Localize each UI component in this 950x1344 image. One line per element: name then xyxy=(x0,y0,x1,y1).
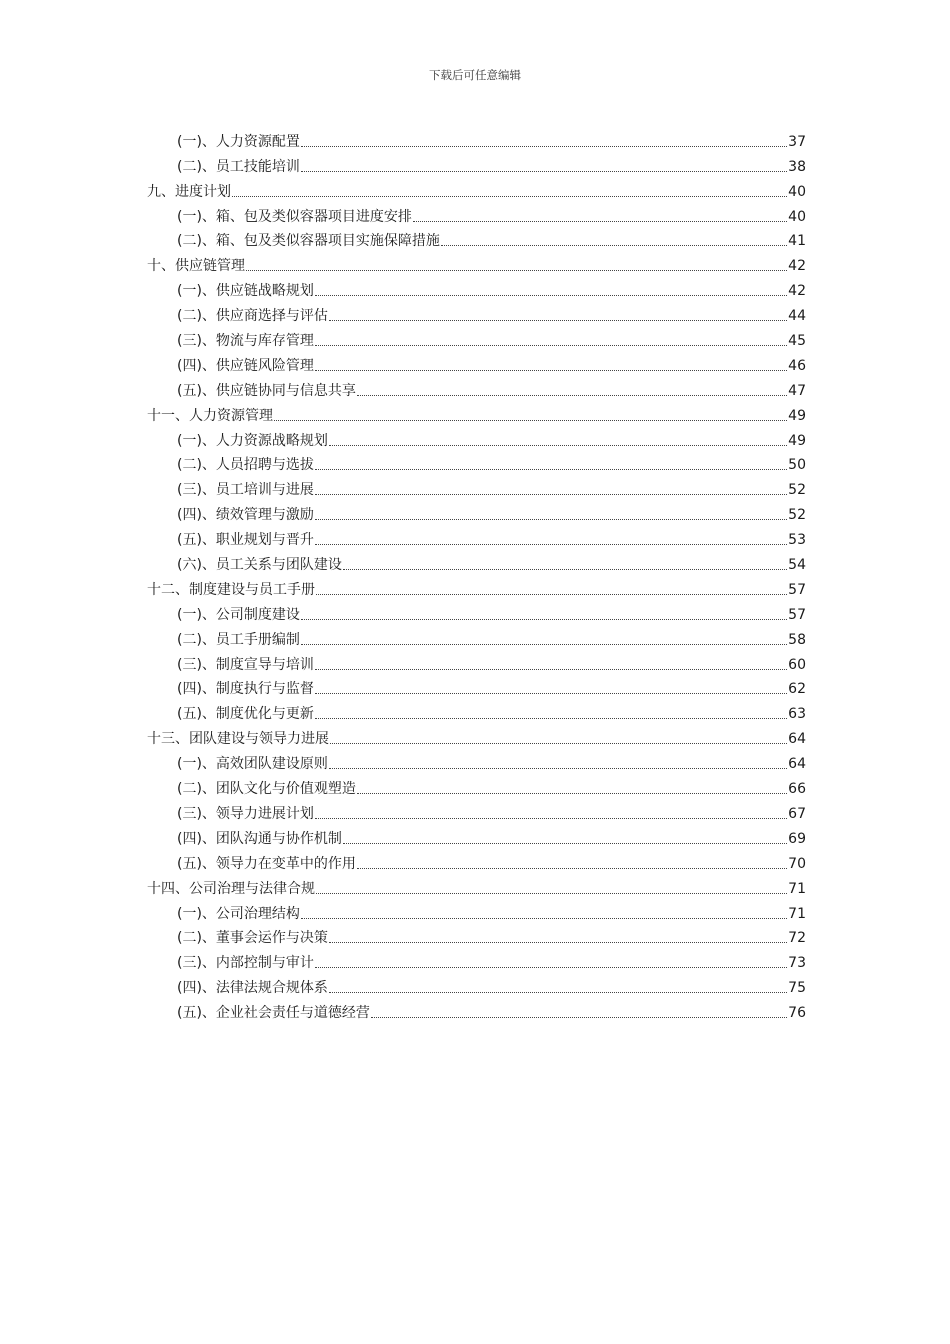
toc-dot-leader xyxy=(330,743,787,744)
toc-dot-leader xyxy=(301,146,787,147)
toc-page-number: 40 xyxy=(788,208,806,225)
toc-page-number: 49 xyxy=(788,407,806,424)
page-header: 下载后可任意编辑 xyxy=(429,68,521,82)
toc-entry-title: (一)、人力资源战略规划 xyxy=(177,432,328,449)
toc-entry[interactable] xyxy=(147,300,806,325)
toc-entry-title: (二)、团队文化与价值观塑造 xyxy=(177,781,356,798)
toc-entry-title: (五)、领导力在变革中的作用 xyxy=(177,855,356,872)
toc-entry-title: 十四、公司治理与法律合规 xyxy=(147,880,315,897)
toc-entry-title: (四)、法律法规合规体系 xyxy=(177,980,328,997)
toc-dot-leader xyxy=(441,245,787,246)
toc-dot-leader xyxy=(301,171,787,172)
toc-dot-leader xyxy=(232,196,787,197)
toc-entry[interactable] xyxy=(147,898,806,923)
toc-entry[interactable] xyxy=(147,474,806,499)
toc-entry-title: 十二、制度建设与员工手册 xyxy=(147,581,315,598)
toc-page-number: 57 xyxy=(788,581,806,598)
toc-entry-title: 十、供应链管理 xyxy=(147,258,245,275)
toc-entry[interactable] xyxy=(147,524,806,549)
toc-dot-leader xyxy=(315,818,787,819)
toc-dot-leader xyxy=(301,644,787,645)
toc-page-number: 72 xyxy=(788,930,806,947)
toc-dot-leader xyxy=(343,569,787,570)
toc-entry[interactable] xyxy=(147,674,806,699)
toc-dot-leader xyxy=(343,843,787,844)
toc-dot-leader xyxy=(316,594,787,595)
toc-page-number: 63 xyxy=(788,706,806,723)
toc-dot-leader xyxy=(315,693,787,694)
toc-entry-title: (三)、物流与库存管理 xyxy=(177,333,314,350)
toc-dot-leader xyxy=(329,320,787,321)
toc-page-number: 62 xyxy=(788,681,806,698)
toc-page-number: 46 xyxy=(788,357,806,374)
toc-entry-title: (一)、公司制度建设 xyxy=(177,606,300,623)
toc-entry[interactable] xyxy=(147,400,806,425)
toc-entry-title: (一)、高效团队建设原则 xyxy=(177,756,328,773)
toc-entry[interactable] xyxy=(147,823,806,848)
toc-dot-leader xyxy=(357,395,787,396)
toc-entry-title: (二)、人员招聘与选拔 xyxy=(177,457,314,474)
toc-entry[interactable] xyxy=(147,126,806,151)
toc-page-number: 71 xyxy=(788,880,806,897)
toc-entry[interactable] xyxy=(147,923,806,948)
toc-entry-title: (五)、职业规划与晋升 xyxy=(177,532,314,549)
toc-dot-leader xyxy=(329,768,787,769)
toc-entry[interactable] xyxy=(147,649,806,674)
toc-page-number: 57 xyxy=(788,606,806,623)
toc-entry-title: 十一、人力资源管理 xyxy=(147,407,273,424)
toc-entry-title: (五)、供应链协同与信息共享 xyxy=(177,382,356,399)
toc-entry-title: (四)、绩效管理与激励 xyxy=(177,507,314,524)
toc-entry-title: 十三、团队建设与领导力进展 xyxy=(147,731,329,748)
table-of-contents xyxy=(147,126,806,1022)
toc-page-number: 44 xyxy=(788,308,806,325)
toc-entry-title: (二)、箱、包及类似容器项目实施保障措施 xyxy=(177,233,440,250)
toc-dot-leader xyxy=(329,445,787,446)
toc-entry[interactable] xyxy=(147,151,806,176)
toc-entry-title: (五)、企业社会责任与道德经营 xyxy=(177,1005,370,1022)
toc-dot-leader xyxy=(301,918,787,919)
toc-dot-leader xyxy=(413,221,787,222)
toc-page-number: 41 xyxy=(788,233,806,250)
toc-dot-leader xyxy=(315,370,787,371)
toc-page-number: 64 xyxy=(788,756,806,773)
toc-page-number: 50 xyxy=(788,457,806,474)
toc-page-number: 47 xyxy=(788,382,806,399)
toc-entry-title: (五)、制度优化与更新 xyxy=(177,706,314,723)
toc-entry[interactable] xyxy=(147,201,806,226)
toc-dot-leader xyxy=(274,420,787,421)
toc-entry[interactable] xyxy=(147,773,806,798)
toc-entry[interactable] xyxy=(147,873,806,898)
toc-dot-leader xyxy=(315,519,787,520)
toc-entry[interactable] xyxy=(147,624,806,649)
toc-page-number: 54 xyxy=(788,557,806,574)
toc-page-number: 75 xyxy=(788,980,806,997)
toc-dot-leader xyxy=(315,345,787,346)
toc-entry-title: (三)、内部控制与审计 xyxy=(177,955,314,972)
toc-entry[interactable] xyxy=(147,798,806,823)
toc-dot-leader xyxy=(246,270,787,271)
toc-entry-title: 九、进度计划 xyxy=(147,183,231,200)
toc-dot-leader xyxy=(329,942,787,943)
toc-dot-leader xyxy=(315,669,787,670)
toc-entry-title: (一)、箱、包及类似容器项目进度安排 xyxy=(177,208,412,225)
toc-entry[interactable] xyxy=(147,997,806,1022)
toc-entry-title: (三)、制度宣导与培训 xyxy=(177,656,314,673)
toc-entry-title: (二)、董事会运作与决策 xyxy=(177,930,328,947)
toc-entry[interactable] xyxy=(147,748,806,773)
toc-entry-title: (二)、员工技能培训 xyxy=(177,158,300,175)
toc-entry[interactable] xyxy=(147,698,806,723)
toc-entry[interactable] xyxy=(147,226,806,251)
toc-entry[interactable] xyxy=(147,599,806,624)
toc-page-number: 42 xyxy=(788,283,806,300)
toc-entry-title: (四)、供应链风险管理 xyxy=(177,357,314,374)
toc-page-number: 40 xyxy=(788,183,806,200)
toc-page-number: 70 xyxy=(788,855,806,872)
toc-entry[interactable] xyxy=(147,549,806,574)
toc-page-number: 37 xyxy=(788,133,806,150)
toc-dot-leader xyxy=(357,868,787,869)
toc-entry[interactable] xyxy=(147,972,806,997)
toc-entry[interactable] xyxy=(147,499,806,524)
toc-page-number: 52 xyxy=(788,482,806,499)
toc-entry-title: (一)、公司治理结构 xyxy=(177,905,300,922)
toc-page-number: 53 xyxy=(788,532,806,549)
toc-dot-leader xyxy=(315,469,787,470)
toc-entry[interactable] xyxy=(147,250,806,275)
toc-entry-title: (四)、制度执行与监督 xyxy=(177,681,314,698)
toc-page-number: 45 xyxy=(788,333,806,350)
toc-entry-title: (三)、员工培训与进展 xyxy=(177,482,314,499)
toc-entry-title: (四)、团队沟通与协作机制 xyxy=(177,830,342,847)
toc-page-number: 76 xyxy=(788,1005,806,1022)
toc-entry[interactable] xyxy=(147,425,806,450)
toc-page-number: 60 xyxy=(788,656,806,673)
toc-page-number: 58 xyxy=(788,631,806,648)
toc-entry[interactable] xyxy=(147,947,806,972)
toc-entry[interactable] xyxy=(147,350,806,375)
toc-dot-leader xyxy=(315,967,787,968)
toc-page-number: 69 xyxy=(788,830,806,847)
toc-dot-leader xyxy=(315,295,787,296)
toc-entry-title: (二)、员工手册编制 xyxy=(177,631,300,648)
toc-entry[interactable] xyxy=(147,848,806,873)
toc-entry-title: (一)、人力资源配置 xyxy=(177,133,300,150)
toc-entry-title: (六)、员工关系与团队建设 xyxy=(177,557,342,574)
toc-dot-leader xyxy=(357,793,787,794)
toc-entry[interactable] xyxy=(147,574,806,599)
toc-page-number: 64 xyxy=(788,731,806,748)
toc-dot-leader xyxy=(371,1017,787,1018)
toc-entry[interactable] xyxy=(147,723,806,748)
toc-dot-leader xyxy=(315,718,787,719)
toc-entry-title: (三)、领导力进展计划 xyxy=(177,805,314,822)
toc-entry[interactable] xyxy=(147,375,806,400)
toc-page-number: 38 xyxy=(788,158,806,175)
toc-entry-title: (二)、供应商选择与评估 xyxy=(177,308,328,325)
toc-entry-title: (一)、供应链战略规划 xyxy=(177,283,314,300)
toc-page-number: 49 xyxy=(788,432,806,449)
toc-entry[interactable] xyxy=(147,275,806,300)
toc-entry[interactable] xyxy=(147,450,806,475)
toc-entry[interactable] xyxy=(147,325,806,350)
toc-dot-leader xyxy=(301,619,787,620)
toc-page-number: 66 xyxy=(788,781,806,798)
toc-dot-leader xyxy=(329,992,787,993)
toc-page-number: 71 xyxy=(788,905,806,922)
toc-dot-leader xyxy=(315,544,787,545)
toc-dot-leader xyxy=(315,494,787,495)
toc-page-number: 67 xyxy=(788,805,806,822)
toc-page-number: 52 xyxy=(788,507,806,524)
toc-dot-leader xyxy=(316,893,787,894)
toc-entry[interactable] xyxy=(147,176,806,201)
toc-page-number: 42 xyxy=(788,258,806,275)
toc-page-number: 73 xyxy=(788,955,806,972)
